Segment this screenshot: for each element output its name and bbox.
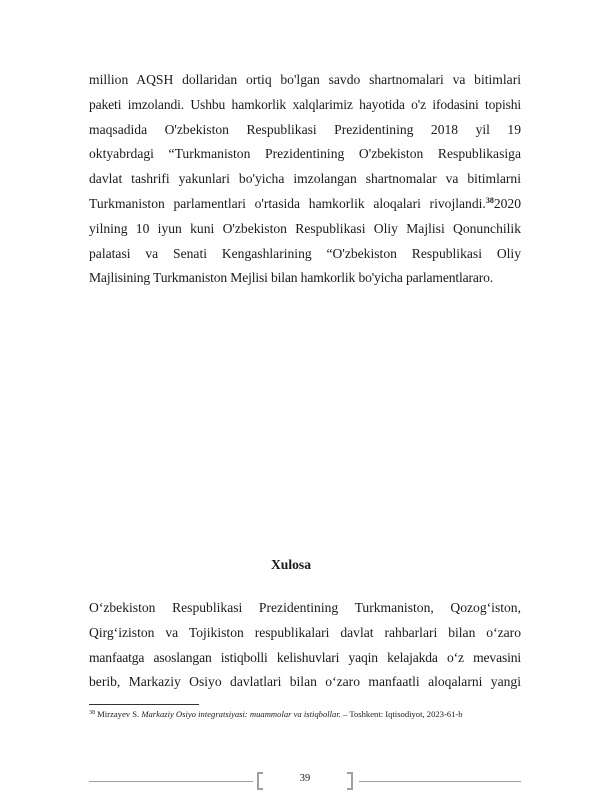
body-paragraph-2 xyxy=(89,596,521,695)
text-line: Majlisining Turkmaniston Mejlisi bilan hamkorlik bo'yicha parlamentlararo. xyxy=(89,270,494,286)
text-line: oktyabrdagi “Turkmaniston Prezidentining O'zbekiston Respublikasiga xyxy=(89,146,521,162)
text-line: berib, Markaziy Osiyo davlatlari bilan o‘zaro manfaatli aloqalarni yangi xyxy=(89,674,521,690)
footer-bracket-right xyxy=(347,772,353,790)
text-line: palatasi va Senati Kengashlarining “O'zbekiston Respublikasi Oliy xyxy=(89,245,521,261)
text-line: Qirg‘iziston va Tojikiston respublikalari davlat rahbarlari bilan o‘zaro xyxy=(89,624,521,640)
text-line-tail: 2020 xyxy=(493,195,521,211)
footnote-number: 38 xyxy=(89,710,95,716)
footnote-publication: – Toshkent: Iqtisodiyot, 2023-61-b xyxy=(343,709,463,719)
text-line: davlat tashrifi yakunlari bo'yicha imzolangan shartnomalar va bitimlarni xyxy=(89,171,521,187)
footer-rule-left xyxy=(89,781,253,782)
section-heading: Xulosa xyxy=(270,557,312,572)
footnote-title: Markaziy Osiyo integratsiyasi: muammolar va istiqbollar. xyxy=(141,709,341,719)
footnote xyxy=(89,708,529,720)
footer-bracket-left xyxy=(257,772,263,790)
footer-rule-right xyxy=(359,781,521,782)
text-line: yilning 10 iyun kuni O'zbekiston Respublikasi Oliy Majlisi Qonunchilik xyxy=(89,220,521,236)
text-line-head: Turkmaniston parlamentlari o'rtasida hamkorlik aloqalari rivojlandi. xyxy=(89,195,486,211)
footnote-reference[interactable]: 38 xyxy=(485,195,494,205)
footnote-author: Mirzayev S. xyxy=(97,709,140,719)
text-line: manfaatga asoslangan istiqbolli kelishuvlari yaqin kelajakda o‘z mevasini xyxy=(89,649,521,665)
text-line-with-footnote xyxy=(89,192,521,217)
page-footer xyxy=(89,774,521,790)
text-line: O‘zbekiston Respublikasi Prezidentining Turkmaniston, Qozog‘iston, xyxy=(89,600,521,615)
footnote-divider xyxy=(89,704,199,705)
page-number: 39 xyxy=(299,773,311,784)
body-paragraph-1 xyxy=(89,68,521,291)
text-line: maqsadida O'zbekiston Respublikasi Prezidentining 2018 yil 19 xyxy=(89,121,521,137)
text-line: paketi imzolandi. Ushbu hamkorlik xalqlarimiz hayotida o'z ifodasini topishi xyxy=(89,96,521,112)
text-line: million AQSH dollaridan ortiq bo'lgan savdo shartnomalari va bitimlari xyxy=(89,72,521,87)
